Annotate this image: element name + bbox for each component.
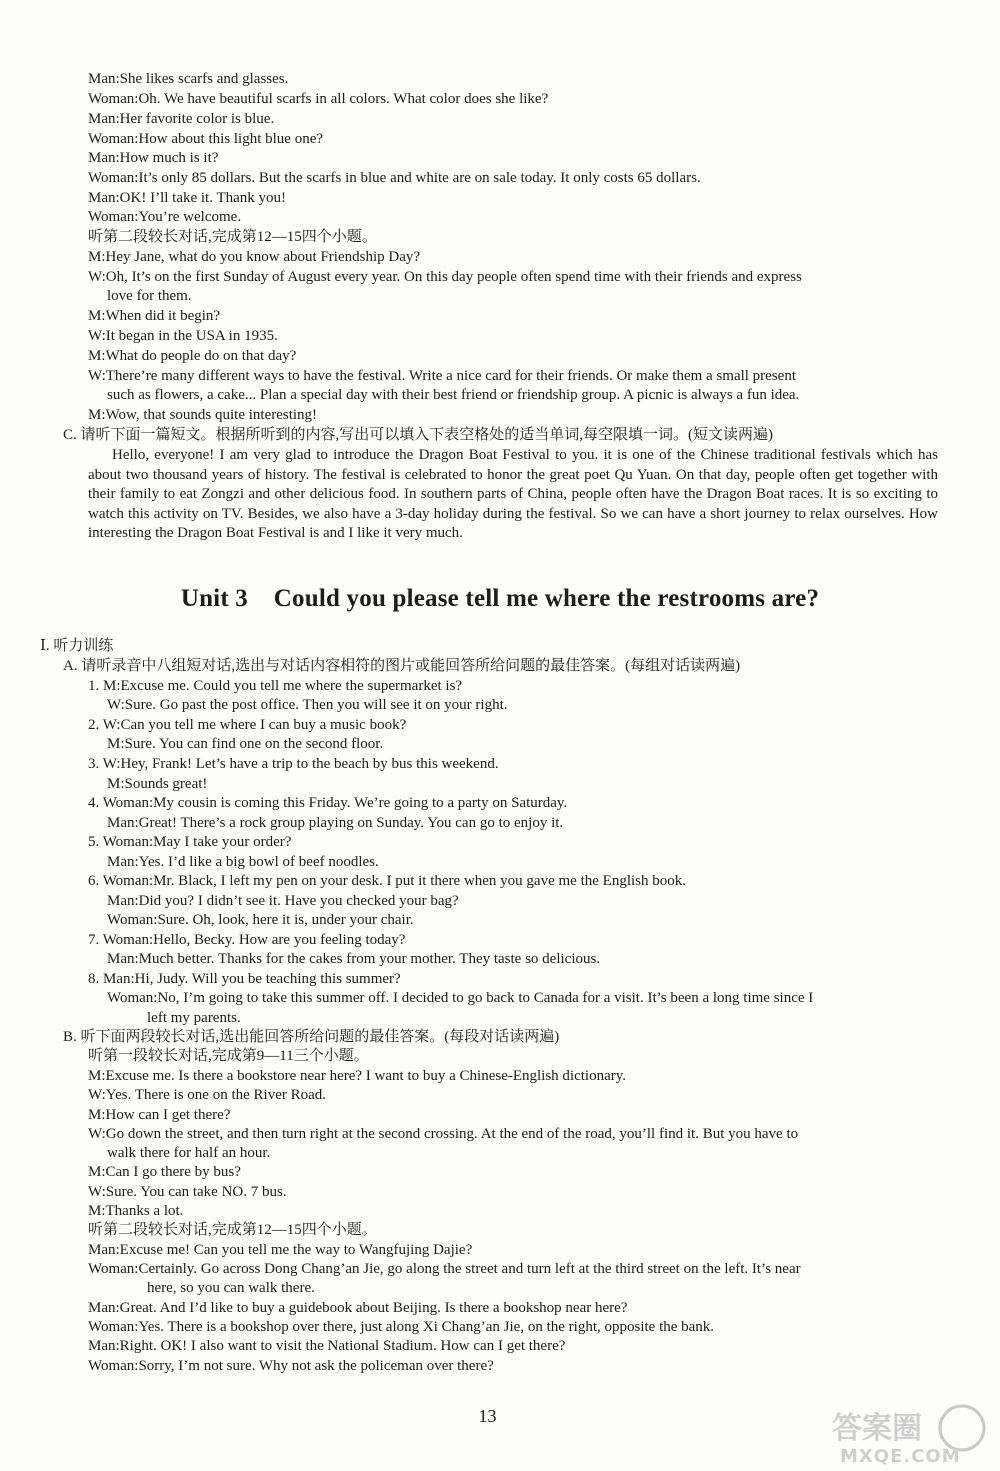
section-instruction: B. 听下面两段较长对话,选出能回答所给问题的最佳答案。(每段对话读两遍): [63, 1029, 560, 1045]
text-line: M:Wow, that sounds quite interesting!: [88, 407, 318, 423]
text-line: here, so you can walk there.: [147, 1280, 315, 1296]
text-line: Man:Great! There’s a rock group playing on Sunday. You can go to enjoy it.: [107, 815, 564, 831]
passage-paragraph: Hello, everyone! I am very glad to introduce the Dragon Boat Festival to you. it is one of the Chinese traditional festivals which has about two thousand years of history. The festival is celebrated to honor the great poet Qu Yuan. On that day, people often get together with their family to eat Zongzi and other delicious food. In southern parts of China, people often have the Dragon Boat races. It is so exciting to watch this activity on TV. Besides, we also have a 3-day holiday during the festival. So we can have a short journey to relax ourselves. How interesting the Dragon Boat Festival is and I like it very much.: [88, 447, 938, 542]
text-line: W:Sure. You can take NO. 7 bus.: [88, 1184, 287, 1200]
text-line: W:There’re many different ways to have the festival. Write a nice card for their friends. Or make them a small present: [88, 368, 796, 384]
unit-title: Unit 3 Could you please tell me where the restrooms are?: [180, 585, 820, 612]
page-number: 13: [478, 1406, 497, 1426]
text-line: Woman:Yes. There is a bookshop over there, just along Xi Chang’an Jie, on the right, opposite the bank.: [88, 1319, 715, 1335]
text-line: M:Hey Jane, what do you know about Friendship Day?: [88, 249, 421, 265]
text-line: Man:Much better. Thanks for the cakes from your mother. They taste so delicious.: [107, 951, 601, 967]
text-line: Man:She likes scarfs and glasses.: [88, 71, 289, 87]
text-line: W:Oh, It’s on the first Sunday of August every year. On this day people often spend time with their friends and express: [88, 269, 802, 285]
text-line: 4. Woman:My cousin is coming this Friday. We’re going to a party on Saturday.: [88, 795, 568, 811]
text-line: M:What do people do on that day?: [88, 348, 297, 364]
section-instruction: A. 请听录音中八组短对话,选出与对话内容相符的图片或能回答所给问题的最佳答案。(每组对话读两遍): [63, 658, 741, 674]
text-line: W:Yes. There is one on the River Road.: [88, 1087, 327, 1103]
watermark-url: MXQE.COM: [840, 1446, 961, 1466]
text-line: left my parents.: [147, 1010, 241, 1026]
section-instruction: 听第一段较长对话,完成第9—11三个小题。: [88, 1048, 369, 1064]
section-instruction: C. 请听下面一篇短文。根据所听到的内容,写出可以填入下表空格处的适当单词,每空限填一词。(短文读两遍): [63, 427, 773, 443]
text-line: Man:Right. OK! I also want to visit the National Stadium. How can I get there?: [88, 1338, 566, 1354]
text-line: Woman:Sorry, I’m not sure. Why not ask the policeman over there?: [88, 1358, 494, 1374]
text-line: 5. Woman:May I take your order?: [88, 834, 292, 850]
text-line: Woman:No, I’m going to take this summer off. I decided to go back to Canada for a visit. It’s been a long time since I: [107, 990, 814, 1006]
text-line: M:Excuse me. Is there a bookstore near here? I want to buy a Chinese-English dictionary.: [88, 1068, 627, 1084]
text-line: M:When did it begin?: [88, 308, 221, 324]
text-line: Man:Did you? I didn’t see it. Have you checked your bag?: [107, 893, 459, 909]
section-heading: Ⅰ. 听力训练: [40, 638, 114, 654]
text-line: M:Thanks a lot.: [88, 1203, 184, 1219]
text-line: Woman:It’s only 85 dollars. But the scarfs in blue and white are on sale today. It only costs 65 dollars.: [88, 170, 701, 186]
text-line: W:It began in the USA in 1935.: [88, 328, 278, 344]
text-line: 8. Man:Hi, Judy. Will you be teaching this summer?: [88, 971, 401, 987]
text-line: Man:Great. And I’d like to buy a guidebook about Beijing. Is there a bookshop near here?: [88, 1300, 628, 1316]
text-line: 6. Woman:Mr. Black, I left my pen on your desk. I put it there when you gave me the English book.: [88, 873, 686, 889]
text-line: Man:OK! I’ll take it. Thank you!: [88, 190, 287, 206]
text-line: love for them.: [107, 288, 192, 304]
text-line: Woman:Sure. Oh, look, here it is, under your chair.: [107, 912, 414, 928]
text-line: Man:Her favorite color is blue.: [88, 111, 275, 127]
section-instruction: 听第二段较长对话,完成第12—15四个小题。: [88, 229, 377, 245]
text-line: Man:Excuse me! Can you tell me the way to Wangfujing Dajie?: [88, 1242, 473, 1258]
text-line: Woman:Certainly. Go across Dong Chang’an Jie, go along the street and turn left at the third street on the left. It’s near: [88, 1261, 801, 1277]
text-line: 1. M:Excuse me. Could you tell me where the supermarket is?: [88, 678, 463, 694]
text-line: such as flowers, a cake... Plan a special day with their best friend or friendship group. A picnic is always a fun idea.: [107, 387, 800, 403]
text-line: W:Go down the street, and then turn right at the second crossing. At the end of the road, you’ll find it. But you have to: [88, 1126, 799, 1142]
watermark-graphic: [822, 1400, 992, 1466]
text-line: M:How can I get there?: [88, 1107, 231, 1123]
text-line: walk there for half an hour.: [107, 1145, 271, 1161]
text-line: M:Sounds great!: [107, 776, 208, 792]
watermark-circle: [940, 1406, 984, 1450]
watermark-text: 答案圈: [832, 1411, 922, 1446]
text-line: 3. W:Hey, Frank! Let’s have a trip to the beach by bus this weekend.: [88, 756, 499, 772]
text-line: Woman:Oh. We have beautiful scarfs in all colors. What color does she like?: [88, 91, 549, 107]
text-line: M:Sure. You can find one on the second floor.: [107, 736, 384, 752]
text-line: Man:How much is it?: [88, 150, 219, 166]
text-line: 7. Woman:Hello, Becky. How are you feeling today?: [88, 932, 406, 948]
text-line: Woman:How about this light blue one?: [88, 131, 324, 147]
text-line: Woman:You’re welcome.: [88, 209, 242, 225]
text-line: W:Sure. Go past the post office. Then you will see it on your right.: [107, 697, 508, 713]
text-line: 2. W:Can you tell me where I can buy a music book?: [88, 717, 407, 733]
section-instruction: 听第二段较长对话,完成第12—15四个小题。: [88, 1222, 377, 1238]
text-line: Man:Yes. I’d like a big bowl of beef noodles.: [107, 854, 379, 870]
text-line: M:Can I go there by bus?: [88, 1164, 241, 1180]
watermark-logo: [822, 1400, 992, 1466]
